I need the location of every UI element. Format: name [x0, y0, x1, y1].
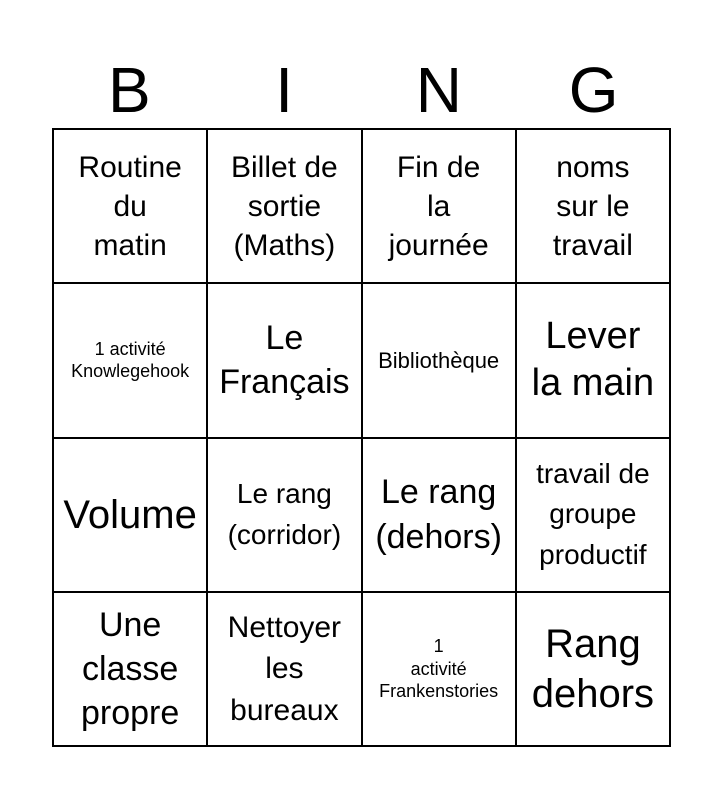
- bingo-cell[interactable]: Nettoyer les bureaux: [207, 592, 361, 746]
- bingo-cell[interactable]: Le rang (corridor): [207, 438, 361, 592]
- bingo-cell[interactable]: Rang dehors: [516, 592, 670, 746]
- bingo-cell[interactable]: travail de groupe productif: [516, 438, 670, 592]
- header-letter-g: G: [568, 54, 619, 126]
- bingo-cell[interactable]: Bibliothèque: [362, 283, 516, 437]
- bingo-cell[interactable]: Le rang (dehors): [362, 438, 516, 592]
- bingo-grid: [52, 128, 671, 747]
- bingo-cell[interactable]: Fin de la journée: [362, 129, 516, 283]
- bingo-cell[interactable]: 1 activité Knowlegehook: [53, 283, 207, 437]
- bingo-cell[interactable]: Billet de sortie (Maths): [207, 129, 361, 283]
- bingo-cell[interactable]: noms sur le travail: [516, 129, 670, 283]
- bingo-header: [52, 52, 671, 128]
- bingo-cell[interactable]: Une classe propre: [53, 592, 207, 746]
- bingo-cell[interactable]: Volume: [53, 438, 207, 592]
- bingo-cell[interactable]: 1 activité Frankenstories: [362, 592, 516, 746]
- bingo-cell[interactable]: Le Français: [207, 283, 361, 437]
- header-letter-i: I: [275, 54, 294, 126]
- bingo-cell[interactable]: Lever la main: [516, 283, 670, 437]
- header-letter-n: N: [415, 54, 462, 126]
- bingo-cell[interactable]: Routine du matin: [53, 129, 207, 283]
- header-letter-b: B: [108, 54, 151, 126]
